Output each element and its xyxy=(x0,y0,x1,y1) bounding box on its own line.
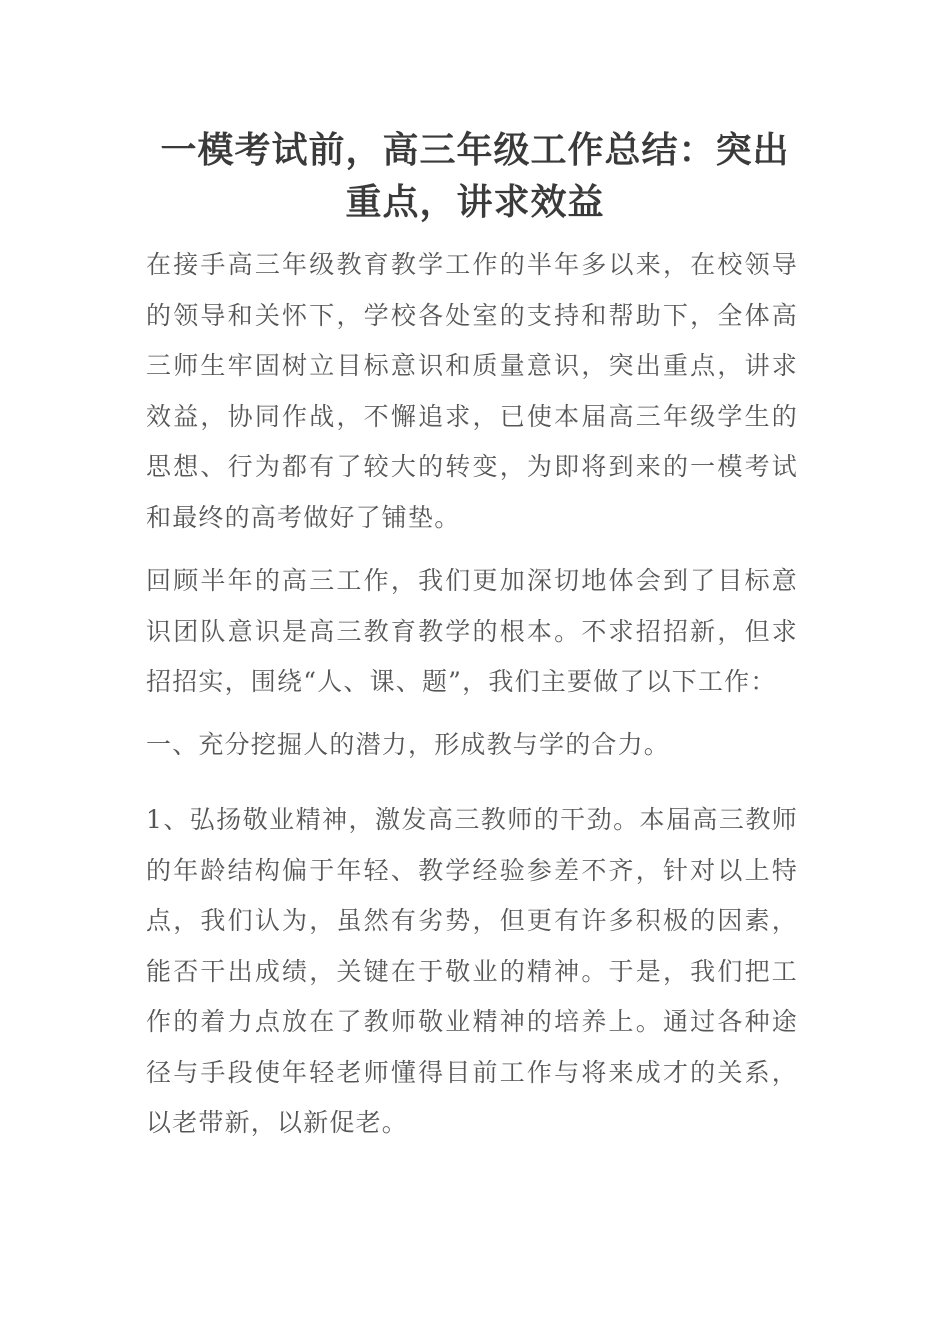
document-title: 一模考试前，高三年级工作总结：突出重点，讲求效益 xyxy=(160,129,790,223)
paragraph-item-one: 1、弘扬敬业精神，激发高三教师的干劲。本届高三教师的年龄结构偏于年轻、教学经验参差不齐，针对以上特点，我们认为，虽然有劣势，但更有许多积极的因素，能否干出成绩，关键在于敬业的精神。于是，我们把工作的着力点放在了教师敬业精神的培养上。通过各种途径与手段使年轻老师懂得目前工作与将来成才的关系，以老带新，以新促老。 xyxy=(146,805,798,1137)
paragraph-intro: 在接手高三年级教育教学工作的半年多以来，在校领导的领导和关怀下，学校各处室的支持和帮助下，全体高三师生牢固树立目标意识和质量意识，突出重点，讲求效益，协同作战，不懈追求，已使本届高三年级学生的思想、行为都有了较大的转变，为即将到来的一模考试和最终的高考做好了铺垫。 xyxy=(146,250,798,532)
section-heading-one: 一、充分挖掘人的潜力，形成教与学的合力。 xyxy=(146,730,671,759)
paragraph-review: 回顾半年的高三工作，我们更加深切地体会到了目标意识团队意识是高三教育教学的根本。不求招招新，但求招招实，围绕“人、课、题”，我们主要做了以下工作： xyxy=(146,566,798,696)
